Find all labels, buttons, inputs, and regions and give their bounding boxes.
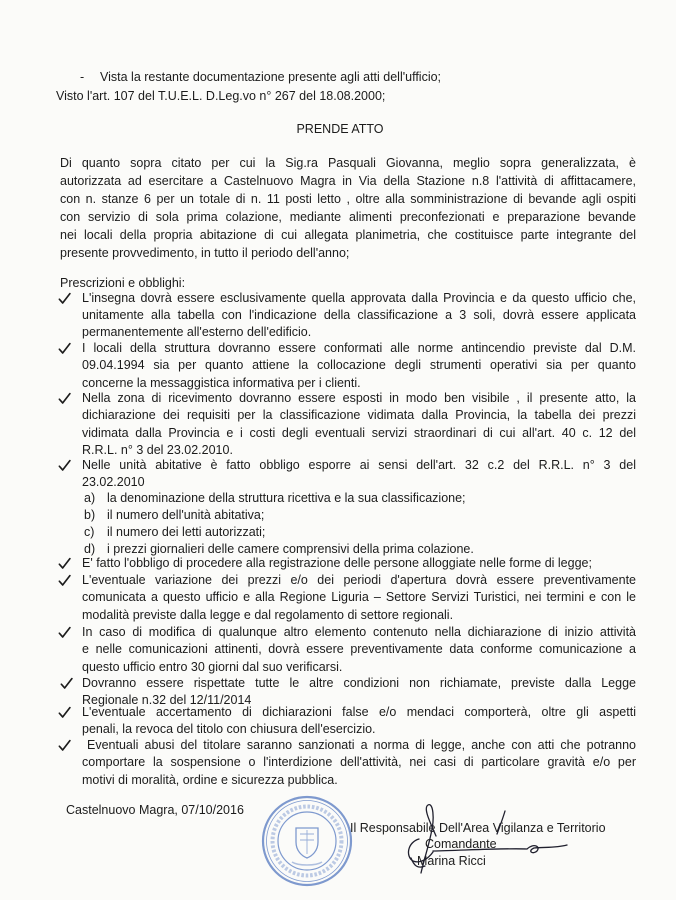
text-line: comunicata a questo ufficio e alla Regione Liguria – Settore Servizi Turistici, nei termini e con le: [82, 590, 636, 605]
sub-item-label: d): [84, 542, 96, 556]
intro-vista-line: Vista la restante documentazione presente agli atti dell'ufficio;: [100, 70, 442, 84]
check-icon: [58, 392, 71, 405]
check-icon: [58, 342, 71, 355]
intro-visto-line: Visto l'art. 107 del T.U.E.L. D.Leg.vo n° 267 del 18.08.2000;: [56, 89, 386, 103]
text-line: penali, la revoca del titolo con chiusura dell'esercizio.: [82, 721, 376, 736]
prescription-text: [82, 340, 636, 392]
prescription-text: [82, 572, 636, 624]
prescription-text: [82, 457, 636, 492]
main-paragraph: [60, 154, 636, 262]
text-line: Eventuali abusi del titolare saranno sanzionati a norma di legge, anche con atti che potranno: [87, 738, 636, 752]
text-line: R.R.L. n° 3 del 23.02.2010.: [82, 443, 233, 458]
text-line: vidimata dalla Provincia e i costi degli eventuali servizi straordinari di cui all'art. 40 c. 12 del: [82, 425, 636, 440]
text-line: E' fatto l'obbligo di procedere alla registrazione delle persone alloggiate nelle forme di legge;: [82, 556, 592, 570]
check-icon: [58, 459, 71, 472]
text-line: modalità previste dalla legge e dal regolamento di settore regionali.: [82, 607, 454, 622]
text-line: e nelle comunicazioni attinenti, dovrà essere preventivamente data conforme comunicazione a: [82, 642, 636, 657]
sub-item-text: il numero dell'unità abitativa;: [107, 508, 265, 522]
text-line: Dovranno essere rispettate tutte le altre condizioni non richiamate, previste dalla Legge: [82, 676, 636, 690]
text-line: L'eventuale accertamento di dichiarazioni false e/o mendaci comporterà, oltre gli aspetti: [82, 704, 636, 719]
prescription-text: [82, 737, 636, 789]
prescriptions-heading: Prescrizioni e obblighi:: [60, 276, 186, 290]
signer-title: Comandante: [425, 837, 497, 851]
text-line: questo ufficio entro 30 giorni dal suo verificarsi.: [82, 659, 343, 674]
sub-item: [84, 506, 264, 524]
check-icon: [60, 677, 73, 690]
text-line: Regionale n.32 del 12/11/2014: [82, 693, 252, 708]
signer-role: Il Responsabile Dell'Area Vigilanza e Territorio: [350, 821, 606, 835]
check-icon: [58, 739, 71, 752]
prescription-text: [82, 555, 636, 572]
sub-item-label: a): [84, 491, 96, 505]
text-line: unitamente alla tabella con l'indicazione della classificazione a 3 soli, dovrà essere applicata: [82, 307, 636, 322]
sub-item: [84, 489, 466, 507]
text-line: dichiarazione dei requisiti per la classificazione vidimata dalla Provincia, la tabella dei prezzi: [82, 408, 636, 423]
official-stamp: [263, 797, 351, 885]
text-line: 23.02.2010: [82, 475, 145, 490]
list-dash: -: [80, 70, 85, 84]
signer-name: Marina Ricci: [417, 854, 486, 868]
sub-item: [84, 523, 265, 541]
check-icon: [58, 574, 71, 587]
text-line: motivi di moralità, ordine e sicurezza pubblica.: [82, 772, 338, 787]
prescription-text: [82, 290, 636, 342]
check-icon: [58, 626, 71, 639]
sub-item-label: c): [84, 525, 95, 539]
text-line: concerne la messaggistica informativa per i clienti.: [82, 375, 361, 390]
text-line: 09.04.1994 sia per quanto attiene la collocazione degli strumenti operativi sia per quanto: [82, 358, 636, 373]
text-line: L'eventuale variazione dei prezzi e/o dei periodi d'apertura dovrà essere preventivamente: [82, 573, 636, 587]
paragraph-line: nei locali della propria abitazione di cui allegata planimetria, che costituisce parte integrante del: [60, 228, 636, 242]
section-title: PRENDE ATTO: [296, 122, 384, 136]
paragraph-line: autorizzata ad esercitare a Castelnuovo Magra in Via della Stazione n.8 l'attività di affittacamere,: [60, 174, 636, 188]
text-line: Nelle unità abitative è fatto obbligo esporre ai sensi dell'art. 32 c.2 del R.R.L. n° 3 del: [82, 458, 636, 472]
sub-item-text: i prezzi giornalieri delle camere comprensivi della prima colazione.: [107, 542, 474, 556]
place-date: Castelnuovo Magra, 07/10/2016: [66, 803, 244, 817]
text-line: L'insegna dovrà essere esclusivamente quella approvata dalla Provincia e da questo ufficio che,: [82, 290, 636, 305]
paragraph-line: Di quanto sopra citato per cui la Sig.ra Pasquali Giovanna, meglio sopra generalizzata, è: [60, 156, 636, 170]
prescription-text: [82, 390, 636, 460]
check-icon: [58, 292, 71, 305]
sub-item-text: la denominazione della struttura ricettiva e la sua classificazione;: [107, 491, 466, 505]
paragraph-line: presente provvedimento, in tutto il periodo dell'anno;: [60, 246, 350, 260]
sub-item-text: il numero dei letti autorizzati;: [107, 525, 266, 539]
check-icon: [58, 706, 71, 719]
prescription-text: [82, 704, 636, 739]
text-line: permanentemente all'esterno dell'edificio.: [82, 325, 312, 340]
paragraph-line: con servizio di sola prima colazione, mediante alimenti preconfezionati e preparazione bevande: [60, 210, 636, 224]
check-icon: [58, 557, 71, 570]
paragraph-line: con n. stanze 6 per un totale di n. 11 posti letto , oltre alla somministrazione di bevande agli ospiti: [60, 192, 636, 206]
text-line: I locali della struttura dovranno essere conformati alle norme antincendio previste dal D.M.: [82, 341, 636, 355]
sub-item-label: b): [84, 508, 96, 522]
prescription-text: [82, 624, 636, 676]
text-line: Nella zona di ricevimento dovranno essere esposti in modo ben visibile , il presente atto, la: [82, 391, 636, 405]
text-line: comportare la sospensione o l'interdizione dell'attività, nei casi di particolare gravità e/o per: [82, 755, 636, 770]
text-line: In caso di modifica di qualunque altro elemento contenuto nella dichiarazione di inizio attività: [82, 625, 636, 639]
